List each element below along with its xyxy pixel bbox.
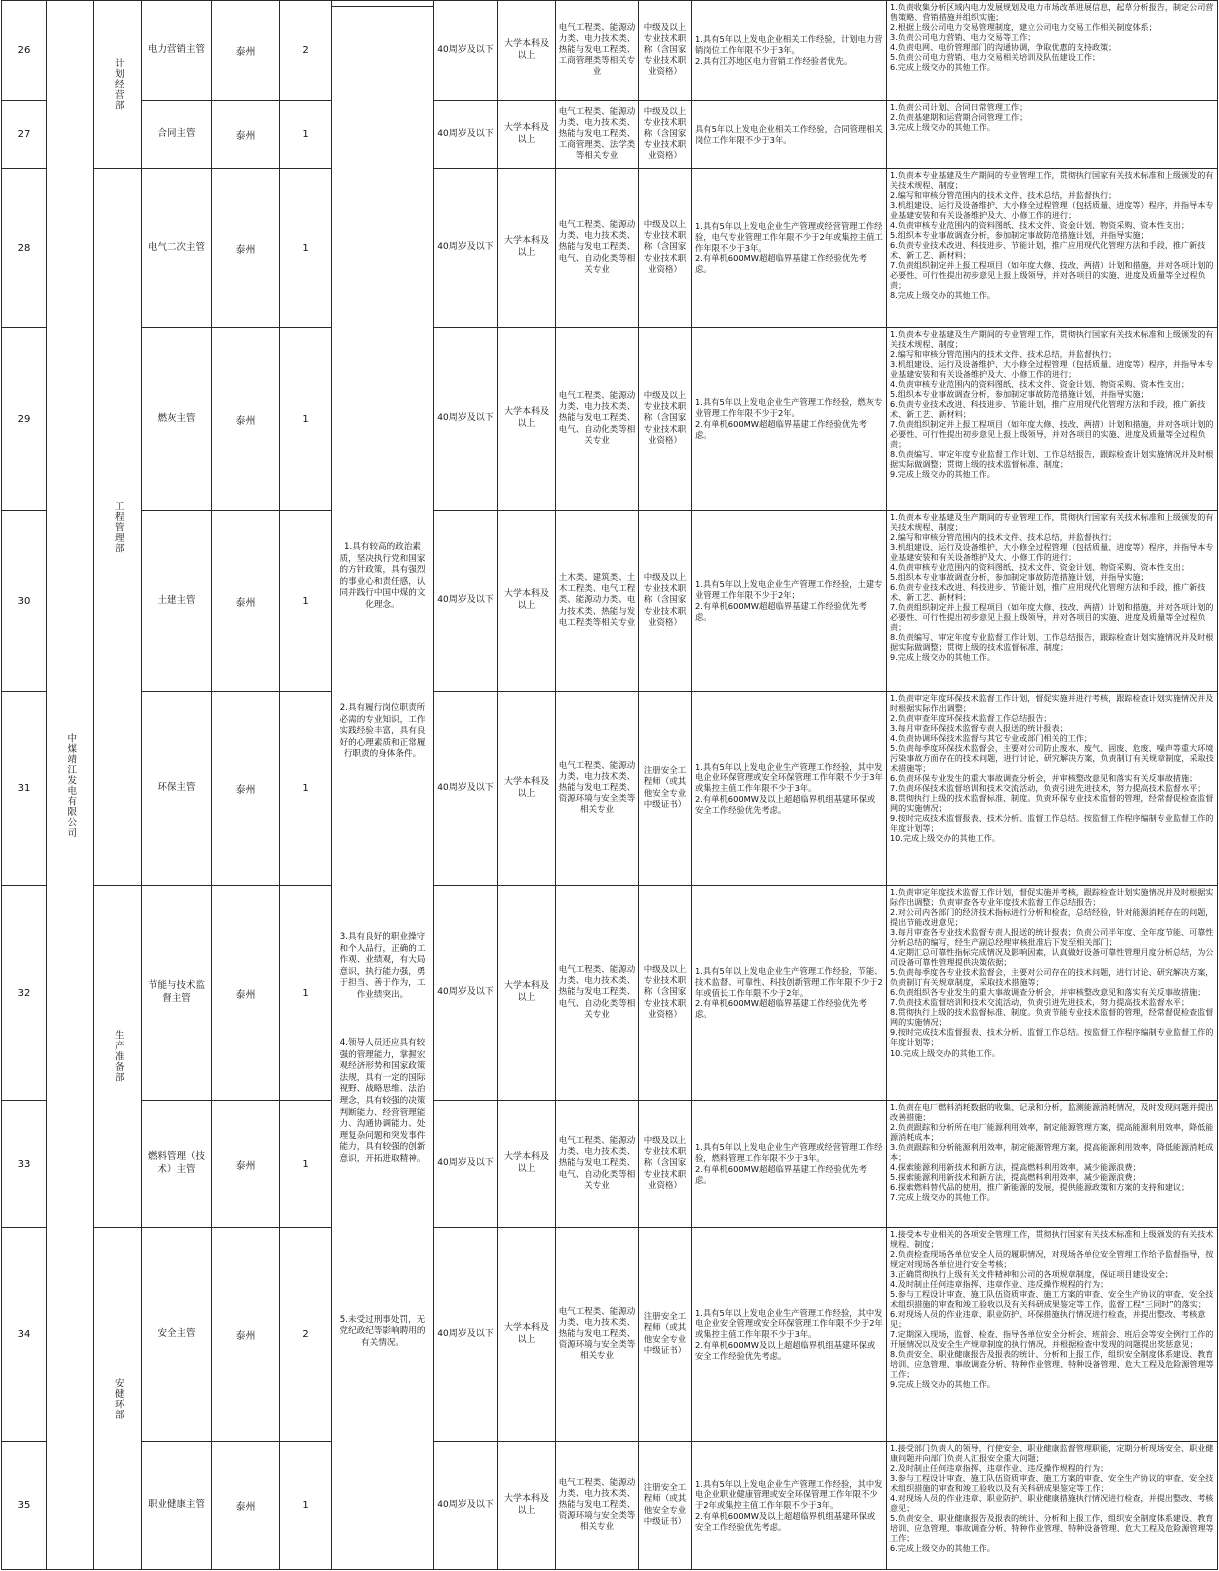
cell-no <box>2 692 47 886</box>
requirement-item: 4.领导人员还应具有较强的管理能力，掌握宏观经济形势和国家政策法规，具有一定的国际视野、战略思维、法治理念，具有较强的决策判断能力、经营管理能力、沟通协调能力、处理复杂问题和突发事件能力，具有较强的创新意识，开拓进取精神。 <box>339 1038 426 1164</box>
cell-location <box>212 692 280 886</box>
cell-no <box>2 169 47 328</box>
cell-no-text: 32 <box>17 987 31 999</box>
cell-no-text: 27 <box>17 129 31 140</box>
cell-age <box>434 1442 498 1570</box>
cell-no <box>2 328 47 511</box>
cell-education <box>498 1228 556 1442</box>
cell-experience <box>692 1442 887 1570</box>
department-cell <box>94 1228 142 1570</box>
cell-age <box>434 511 498 692</box>
recruitment-table <box>1 0 1218 1570</box>
cell-duties <box>887 692 1218 886</box>
cell-count-text: 1 <box>302 1500 309 1511</box>
cell-location <box>212 1442 280 1570</box>
cell-age <box>434 169 498 328</box>
cell-position-text: 电力营销主管 <box>147 44 205 56</box>
cell-title <box>639 511 692 692</box>
cell-no-text: 26 <box>17 45 31 56</box>
cell-education-text: 大学本科及以上 <box>503 981 549 1003</box>
cell-duties-text: 1.负责本专业基建及生产期间的专业管理工作，贯彻执行国家有关技术标准和上级颁发的有关技术规程、制度； 2.编写和审核分管范围内的技术文件、技术总结，并监督执行； 3.机组建设、运行及设备维护、大小修全过程管理（包括质量、进度等）程序，并指导本专业基建安装和有关设备维护及大、小修工作的进行； 4.负责审核专业范围内的资料图纸、技术文件、资金计划、物资采购、资本性支出； 5.组织本专业事故调查分析，参加制定事故防范措施计划，并指导实施； 6.负责专业技术改进、科技进步、节能计划，推广应用现代化管理方法和手段，推广新技术、新工艺、新材料； 7.负责组织制定并上报工程项目（如年度大修、技改、两措）计划和措施，并对各项计划的必要性、可行性提出初步意见上报上级领导，并对各项目的实施、进度及质量等全过程负责； 8.负责编写、审定年度专业监督工作计划、工作总结报告，跟踪检查计划实施情况并及时根据实际做调整；贯彻上级的技术监督标准、制度； 9.完成上级交办的其他工作。 <box>890 329 1214 480</box>
cell-location <box>212 511 280 692</box>
cell-title <box>639 101 692 169</box>
cell-experience-text: 1.具有5年以上发电企业生产管理或经营管理工作经验，电气专业管理工作年限不少于2年或集控主值工作年限不少于3年。 2.有单机600MW超超临界基建工作经验优先考虑。 <box>695 221 883 275</box>
cell-major-text: 电气工程类、能源动力类、电力技术类、热能与发电工程类、资源环境与安全类等相关专业 <box>558 1306 636 1362</box>
cell-duties-text: 1.负责本专业基建及生产期间的专业管理工作，贯彻执行国家有关技术标准和上级颁发的有关技术规程、制度； 2.编写和审核分管范围内的技术文件、技术总结，并监督执行； 3.机组建设、运行及设备维护、大小修全过程管理（包括质量、进度等）程序，并指导本专业基建安装和有关设备维护及大、小修工作的进行； 4.负责审核专业范围内的资料图纸、技术文件、资金计划、物资采购、资本性支出； 5.组织本专业事故调查分析，参加制定事故防范措施计划，并指导实施； 6.负责专业技术改进、科技进步、节能计划，推广应用现代化管理方法和手段，推广新技术、新工艺、新材料； 7.负责组织制定并上报工程项目（如年度大修、技改、两措）计划和措施，并对各项计划的必要性、可行性提出初步意见上报上级领导，并对各项目的实施、进度及质量等全过程负责； 8.完成上级交办的其他工作。 <box>890 170 1214 301</box>
cell-no-text: 35 <box>17 1500 31 1511</box>
cell-duties-text: 1.负责在电厂燃料消耗数据的收集、记录和分析，监测能源消耗情况，及时发现问题并提出改善措施； 2.负责跟踪和分析所在电厂能源利用效率，制定能源管理方案，提高能源利用效率，降低能源消耗成本； 3.负责跟踪和分析能源利用效率，制定能源管理方案，提高能源利用效率，降低能源消耗成本； 4.探索能源利用新技术和新方法，提高燃料利用效率，减少能源浪费； 5.探索能源利用新技术和新方法，提高燃料利用效率，减少能源浪费； 6.探索燃料替代品的使用，推广新能源的发展，提供能源政策和方案的支持和建议； 7.完成上级交办的其他工作。 <box>890 1102 1214 1203</box>
cell-count <box>280 1442 332 1570</box>
cell-location <box>212 1228 280 1442</box>
cell-no-text: 34 <box>17 1329 31 1340</box>
cell-title <box>639 886 692 1101</box>
cell-education-text: 大学本科及以上 <box>503 1322 549 1345</box>
cell-major <box>556 1101 639 1228</box>
cell-title-text: 中级及以上专业技术职称（含国家专业技术职业资格） <box>643 965 687 1020</box>
cell-age-text: 40周岁及以下 <box>437 782 494 793</box>
cell-duties-text: 1.负责审定年度环保技术监督工作计划，督促实施并进行考核，跟踪检查计划实施情况并及时根据实际作出调整； 2.负责审查年度环保技术监督工作总结报告； 3.每月审查环保技术监督专责人报送的统计报表； 4.负责协调环保技术监督与其它专业或部门相关的工作； 5.负责每季度环保技术监督会，主要对公司防止废水、废气、固废、危废、噪声等重大环境污染事故方面存在的技术问题，进行讨论、研究解决方案，负责制订有关规章制度，采取技术措施等； 6.负责环保专业发生的重大事故调查分析会，并审核整改意见和落实有关反事故措施； 7.负责环保技术监督培训和技术交流活动，负责引进先进技术，努力提高技术监督水平； 8.贯彻执行上级的技术监督标准、制度。负责环保专业技术监督的管理，经常督促检查监督网的实施情况； 9.按时完成技术监督报表、技术分析、监督工作总结。按监督工作程序编制专业监督工作的年度计划等； 10.完成上级交办的其他工作。 <box>890 693 1214 844</box>
cell-position-text: 电气二次主管 <box>147 241 205 253</box>
cell-age-text: 40周岁及以下 <box>437 595 494 606</box>
cell-title-text: 中级及以上专业技术职称（含国家专业技术职业资格） <box>643 391 687 446</box>
cell-title-text: 中级及以上专业技术职称（含国家专业技术职业资格） <box>643 22 687 78</box>
cell-position-text: 合同主管 <box>157 128 196 140</box>
cell-age-text: 40周岁及以下 <box>437 1158 494 1169</box>
cell-education <box>498 169 556 328</box>
cell-title-text: 中级及以上专业技术职称（含国家专业技术职业资格） <box>643 573 687 628</box>
cell-education <box>498 511 556 692</box>
cell-location-text: 泰州 <box>235 131 256 142</box>
cell-major-text: 电气工程类、能源动力类、电力技术类、热能与发电工程类、工商管理类、法学类等相关专业 <box>558 106 636 162</box>
cell-location-text: 泰州 <box>235 597 256 609</box>
cell-duties-text: 1.接受部门负责人的领导，行使安全、职业健康监督管理职能，定期分析现场安全、职业健康问题并向部门负责人汇报安全重大问题； 2.及时制止任何违章指挥、违章作业、违反操作规程的行为； 3.参与工程设计审查、施工队伍资质审查、施工方案的审查、安全生产协议的审查、安全技术组织措施的审查和竣工验收以及有关科研成果鉴定等工作； 4.对现场人员的作业违章、职业防护、职业健康措施执行情况进行检查，并提出整改、考核意见； 5.负责安全、职业健康报告及报表的统计、分析和上报工作，组织安全制度体系建设、教育培训、应急管理、事故调查分析、特种作业管理、特种设备管理、危大工程及危险源管理等工作； 6.完成上级交办的其他工作。 <box>890 1443 1214 1554</box>
cell-major-text: 电气工程类、能源动力类、电力技术类、热能与发电工程类、资源环境与安全类等相关专业 <box>558 760 636 816</box>
cell-duties <box>887 1228 1218 1442</box>
cell-duties <box>887 169 1218 328</box>
cell-position <box>142 692 212 886</box>
cell-education-text: 大学本科及以上 <box>503 407 549 429</box>
cell-no <box>2 101 47 169</box>
cell-position-text: 土建主管 <box>157 594 196 606</box>
cell-major-text: 土木类、建筑类、土木工程类、电气工程类、能源动力类、电力技术类、热能与发电工程类等相关专业 <box>558 573 636 628</box>
cell-age-text: 40周岁及以下 <box>437 44 494 55</box>
requirement-item: 3.具有良好的职业操守和个人品行，正确的工作观、业绩观，有大局意识，执行能力强，勇于担当、善于作为，工作业绩突出。 <box>339 932 426 1000</box>
cell-major <box>556 101 639 169</box>
cell-duties <box>887 1101 1218 1228</box>
cell-duties-text: 1.负责收集分析区域内电力发展规划及电力市场改革进展信息，起草分析报告，制定公司营售策略、营销措施并组织实施； 2.根据上级公司电力交易管理制度，建立公司电力交易工作相关制度体系； 3.负责公司电力营销、电力交易等工作； 4.负责电网、电价管理部门的沟通协调，争取优惠的支持政策； 5.负责公司电力营销、电力交易相关培训及队伍建设工作； 6.完成上级交办的其他工作。 <box>890 2 1214 73</box>
cell-no <box>2 1 47 101</box>
cell-location-text: 泰州 <box>235 244 256 256</box>
cell-title-text: 注册安全工程师（或其他安全专业中级证书） <box>643 1483 687 1527</box>
cell-duties <box>887 101 1218 169</box>
cell-title <box>639 328 692 511</box>
cell-count-text: 1 <box>302 987 309 999</box>
cell-count <box>280 101 332 169</box>
cell-duties-text: 1.负责公司计划、合同日常管理工作； 2.负责基建期和运营期合同管理工作； 3.完成上级交办的其他工作。 <box>890 102 1028 133</box>
cell-location-text: 泰州 <box>235 47 256 58</box>
cell-title <box>639 169 692 328</box>
cell-education-text: 大学本科及以上 <box>503 38 549 61</box>
cell-major-text: 电气工程类、能源动力类、电力技术类、热能与发电工程类、工商管理类等相关专业 <box>558 22 636 78</box>
cell-experience-text: 1.具有5年以上发电企业生产管理工作经验，燃灰专业管理工作年限不少于2年。 2.有单机600MW超超临界基建工作经验优先考虑。 <box>695 397 883 440</box>
cell-experience-text: 1.具有5年以上发电企业生产管理工作经验，土建专业管理工作年限不少于2年； 2.有单机600MW超超临界基建工作经验优先考虑。 <box>695 579 883 622</box>
department-cell <box>94 886 142 1228</box>
cell-age <box>434 101 498 169</box>
company-name: 中煤靖江发电有限公司 <box>65 732 77 838</box>
cell-position-text: 安全主管 <box>157 1328 196 1340</box>
cell-count <box>280 692 332 886</box>
cell-no-text: 28 <box>17 242 31 254</box>
cell-duties <box>887 1442 1218 1570</box>
cell-major <box>556 511 639 692</box>
cell-title-text: 中级及以上专业技术职称（含国家专业技术职业资格） <box>643 220 687 275</box>
cell-education-text: 大学本科及以上 <box>503 776 549 799</box>
cell-experience <box>692 692 887 886</box>
cell-position-text: 燃料管理（技术）主管 <box>147 1151 205 1175</box>
cell-experience <box>692 1 887 101</box>
cell-experience <box>692 886 887 1101</box>
cell-title <box>639 692 692 886</box>
cell-major <box>556 169 639 328</box>
cell-count <box>280 1 332 101</box>
cell-no <box>2 1228 47 1442</box>
cell-no <box>2 1442 47 1570</box>
cell-title-text: 注册安全工程师（或其他安全专业中级证书） <box>643 766 687 810</box>
cell-duties-text: 1.负责本专业基建及生产期间的专业管理工作，贯彻执行国家有关技术标准和上级颁发的有关技术规程、制度； 2.编写和审核分管范围内的技术文件、技术总结，并监督执行； 3.机组建设、运行及设备维护、大小修全过程管理（包括质量、进度等）程序，并指导本专业基建安装和有关设备维护及大、小修工作的进行； 4.负责审核专业范围内的资料图纸、技术文件、资金计划、物资采购、资本性支出； 5.组织本专业事故调查分析，参加制定事故防范措施计划，并指导实施； 6.负责专业技术改进、科技进步、节能计划，推广应用现代化管理方法和手段，推广新技术、新工艺、新材料； 7.负责组织制定并上报工程项目（如年度大修、技改、两措）计划和措施，并对各项计划的必要性、可行性提出初步意见上报上级领导，并对各项目的实施、进度及质量等全过程负责； 8.负责编写、审定年度专业监督工作计划、工作总结报告，跟踪检查计划实施情况并及时根据实际做调整；贯彻上级的技术监督标准、制度； 9.完成上级交办的其他工作。 <box>890 512 1214 663</box>
cell-title <box>639 1101 692 1228</box>
cell-count-text: 1 <box>302 1158 309 1170</box>
cell-duties <box>887 1 1218 101</box>
cell-position <box>142 101 212 169</box>
cell-experience <box>692 328 887 511</box>
cell-age <box>434 328 498 511</box>
cell-position <box>142 1442 212 1570</box>
department-name: 工程管理部 <box>112 500 124 554</box>
cell-location <box>212 886 280 1101</box>
cell-major-text: 电气工程类、能源动力类、电力技术类、热能与发电工程类、资源环境与安全类等相关专业 <box>558 1477 636 1533</box>
cell-position <box>142 328 212 511</box>
requirement-item: 5.未受过刑事处罚，无党纪政纪等影响聘用的有关情况。 <box>339 1314 426 1348</box>
cell-experience-text: 1.具有5年以上发电企业相关工作经验，计划电力营销岗位工作年限不少于3年。 2.具有江苏地区电力营销工作经验者优先。 <box>695 34 883 66</box>
cell-education-text: 大学本科及以上 <box>503 122 549 145</box>
requirement-item: 1.具有较高的政治素质，坚决执行党和国家的方针政策，具有强烈的事业心和责任感，认同并践行中国中煤的文化理念。 <box>339 542 426 610</box>
cell-major <box>556 328 639 511</box>
cell-location-text: 泰州 <box>235 415 256 427</box>
cell-no <box>2 886 47 1101</box>
cell-no-text: 33 <box>17 1158 31 1170</box>
cell-location-text: 泰州 <box>235 989 256 1001</box>
cell-age <box>434 1 498 101</box>
cell-count-text: 1 <box>302 129 309 140</box>
cell-major-text: 电气工程类、能源动力类、电力技术类、热能与发电工程类、电气、自动化类等相关专业 <box>558 1136 636 1191</box>
cell-age-text: 40周岁及以下 <box>437 413 494 424</box>
cell-major <box>556 1228 639 1442</box>
cell-education <box>498 1442 556 1570</box>
cell-experience-text: 具有5年以上发电企业相关工作经验，合同管理相关岗位工作年限不少于3年。 <box>695 123 883 145</box>
company-cell <box>47 1 94 1570</box>
cell-experience-text: 1.具有5年以上发电企业生产管理或经营管理工作经验，燃料管理工作年限不少于3年。 2.有单机600MW超超临界基建工作经验优先考虑。 <box>695 1142 883 1185</box>
cell-age-text: 40周岁及以下 <box>437 1328 494 1339</box>
cell-position <box>142 886 212 1101</box>
cell-title <box>639 1442 692 1570</box>
cell-education-text: 大学本科及以上 <box>503 1493 549 1516</box>
cell-count <box>280 886 332 1101</box>
department-name: 生产准备部 <box>112 1030 124 1083</box>
cell-major <box>556 692 639 886</box>
cell-education <box>498 692 556 886</box>
department-name: 计划经营部 <box>112 58 124 111</box>
cell-major-text: 电气工程类、能源动力类、电力技术类、热能与发电工程类、电气、自动化类等相关专业 <box>558 391 636 446</box>
cell-age <box>434 1101 498 1228</box>
cell-count-text: 1 <box>302 595 309 607</box>
cell-location-text: 泰州 <box>235 1160 256 1172</box>
cell-position-text: 职业健康主管 <box>147 1499 205 1511</box>
cell-no <box>2 1101 47 1228</box>
cell-title-text: 中级及以上专业技术职称（含国家专业技术职业资格） <box>643 106 687 162</box>
cell-location <box>212 101 280 169</box>
cell-title-text: 注册安全工程师（或其他安全专业中级证书） <box>643 1312 687 1356</box>
cell-major-text: 电气工程类、能源动力类、电力技术类、热能与发电工程类、电气、自动化类等相关专业 <box>558 965 636 1020</box>
cell-duties-text: 1.接受本专业相关的各项安全管理工作，贯彻执行国家有关技术标准和上级颁发的有关技术规程、制度； 2.负责检查现场各单位安全人员的履职情况，对现场各单位安全管理工作给予监督指导，按规定对现场各单位进行安全考核； 3.正确贯彻执行上级有关文件精神和公司的各项规章制度，保证项目建设安全； 4.及时制止任何违章指挥、违章作业、违反操作规程的行为； 5.参与工程设计审查、施工队伍资质审查、施工方案的审查、安全生产协议的审查、安全技术组织措施的审查和竣工验收以及有关科研成果鉴定等工作，监督工程“三同时”的落实； 6.对现场人员的作业违章、职业防护、环保措施执行情况进行检查，并提出整改、考核意见； 7.定期深入现场，监督、检查、指导各单位安全分析会、班前会、班后会等安全例行工作的开展情况以及安全生产规章制度的执行情况，并根据检查中发现的问题提出奖惩意见； 8.负责安全、职业健康报告及报表的统计、分析和上报工作，组织安全制度体系建设、教育培训、应急管理、事故调查分析、特种作业管理、特种设备管理、危大工程及危险源管理等工作； 9.完成上级交办的其他工作。 <box>890 1229 1214 1390</box>
cell-count <box>280 1228 332 1442</box>
requirements-list <box>334 8 431 1568</box>
cell-position <box>142 1101 212 1228</box>
cell-experience <box>692 169 887 328</box>
cell-location <box>212 169 280 328</box>
cell-location <box>212 328 280 511</box>
cell-title-text: 中级及以上专业技术职称（含国家专业技术职业资格） <box>643 1136 687 1191</box>
cell-count <box>280 328 332 511</box>
cell-position-text: 环保主管 <box>157 782 196 794</box>
cell-title <box>639 1 692 101</box>
cell-position <box>142 169 212 328</box>
cell-education <box>498 1101 556 1228</box>
cell-age-text: 40周岁及以下 <box>437 242 494 253</box>
cell-duties <box>887 886 1218 1101</box>
cell-no-text: 29 <box>17 413 31 425</box>
cell-age-text: 40周岁及以下 <box>437 128 494 139</box>
cell-duties <box>887 511 1218 692</box>
cell-no-text: 31 <box>17 783 31 794</box>
cell-major <box>556 886 639 1101</box>
cell-education <box>498 101 556 169</box>
cell-duties <box>887 328 1218 511</box>
cell-count-text: 2 <box>302 45 309 56</box>
department-cell <box>94 1 142 169</box>
cell-education-text: 大学本科及以上 <box>503 1152 549 1174</box>
cell-experience-text: 1.具有5年以上发电企业生产管理工作经验，其中发电企业环保管理或安全环保管理工作年限不少于3年或集控主值工作年限不少于3年。 2.有单机600MW及以上超超临界机组基建环保或安全工作经验优先考虑。 <box>695 761 883 815</box>
cell-position <box>142 511 212 692</box>
cell-education-text: 大学本科及以上 <box>503 236 549 258</box>
cell-position-text: 节能与技术监督主管 <box>147 980 205 1004</box>
cell-major-text: 电气工程类、能源动力类、电力技术类、热能与发电工程类、电气、自动化类等相关专业 <box>558 220 636 275</box>
cell-title <box>639 1228 692 1442</box>
cell-experience <box>692 1228 887 1442</box>
requirement-item: 2.具有履行岗位职责所必需的专业知识，工作实践经验丰富，具有良好的心理素质和正常履行职责的身体条件。 <box>339 703 426 760</box>
cell-position <box>142 1228 212 1442</box>
cell-no <box>2 511 47 692</box>
department-cell <box>94 169 142 886</box>
cell-location-text: 泰州 <box>235 785 256 796</box>
cell-count <box>280 1101 332 1228</box>
cell-age-text: 40周岁及以下 <box>437 987 494 998</box>
cell-age <box>434 886 498 1101</box>
cell-no-text: 30 <box>17 595 31 607</box>
requirements-cell <box>332 7 434 1570</box>
cell-count-text: 1 <box>302 242 309 254</box>
cell-experience <box>692 101 887 169</box>
cell-experience <box>692 511 887 692</box>
cell-age <box>434 692 498 886</box>
cell-experience <box>692 1101 887 1228</box>
cell-age-text: 40周岁及以下 <box>437 1499 494 1510</box>
cell-age <box>434 1228 498 1442</box>
cell-experience-text: 1.具有5年以上发电企业生产管理工作经验，其中发电企业安全管理或安全环保管理工作年限不少于2年或集控主值工作年限不少于3年。 2.有单机600MW及以上超超临界机组基建环保或安全工作经验优先考虑。 <box>695 1307 883 1361</box>
cell-education <box>498 328 556 511</box>
cell-count-text: 1 <box>302 413 309 425</box>
cell-count-text: 2 <box>302 1329 309 1340</box>
cell-location <box>212 1 280 101</box>
cell-duties-text: 1.负责审定年度技术监督工作计划，督促实施并考核，跟踪检查计划实施情况并及时根据实际作出调整；负责审查各专业年度技术监督工作总结报告； 2.对公司内各部门的经济技术指标进行分析和检查，总结经验，针对能源消耗存在的问题，提出节能改进意见； 3.每月审查各专业技术监督专责人报送的统计报表；负责公司半年度、全年度节能、可靠性分析总结的编写，经生产副总经理审核批准后下发至相关部门； 4.定期汇总可靠性指标完成情况及影响因素，认真做好设备可靠性管理月度分析总结，为公司设备可靠性管理提供决策依据； 5.负责每季度各专业技术监督会，主要对公司存在的技术问题，进行讨论、研究解决方案，负责制订有关规章制度，采取技术措施等； 6.负责组织各专业发生的重大事故调查分析会，并审核整改意见和落实有关反事故措施； 7.负责技术监督培训和技术交流活动，负责引进先进技术，努力提高技术监督水平； 8.贯彻执行上级的技术监督标准、制度。负责节能专业技术监督的管理，经常督促检查监督网的实施情况； 9.按时完成技术监督报表、技术分析、监督工作总结。按监督工作程序编制专业监督工作的年度计划等； 10.完成上级交办的其他工作。 <box>890 887 1214 1058</box>
cell-location-text: 泰州 <box>235 1502 256 1513</box>
cell-education-text: 大学本科及以上 <box>503 589 549 611</box>
cell-major <box>556 1442 639 1570</box>
cell-education <box>498 1 556 101</box>
cell-count <box>280 169 332 328</box>
cell-major <box>556 1 639 101</box>
cell-position-text: 燃灰主管 <box>157 412 196 424</box>
cell-count <box>280 511 332 692</box>
cell-experience-text: 1.具有5年以上发电企业生产管理工作经验，节能、技术监督、可靠性、科技创新管理工作年限不少于2年或值长工作年限不少于2年。 2.有单机600MW超超临界基建工作经验优先考虑。 <box>695 966 883 1020</box>
cell-count-text: 1 <box>302 783 309 794</box>
cell-experience-text: 1.具有5年以上发电企业生产管理工作经验，其中发电企业职业健康管理或安全环保管理工作年限不少于2年或集控主值工作年限不少于3年。 2.有单机600MW及以上超超临界机组基建环保或安全工作经验优先考虑。 <box>695 1478 883 1532</box>
cell-education <box>498 886 556 1101</box>
cell-position <box>142 1 212 101</box>
cell-location <box>212 1101 280 1228</box>
cell-location-text: 泰州 <box>235 1331 256 1342</box>
department-name: 安健环部 <box>112 1377 124 1420</box>
